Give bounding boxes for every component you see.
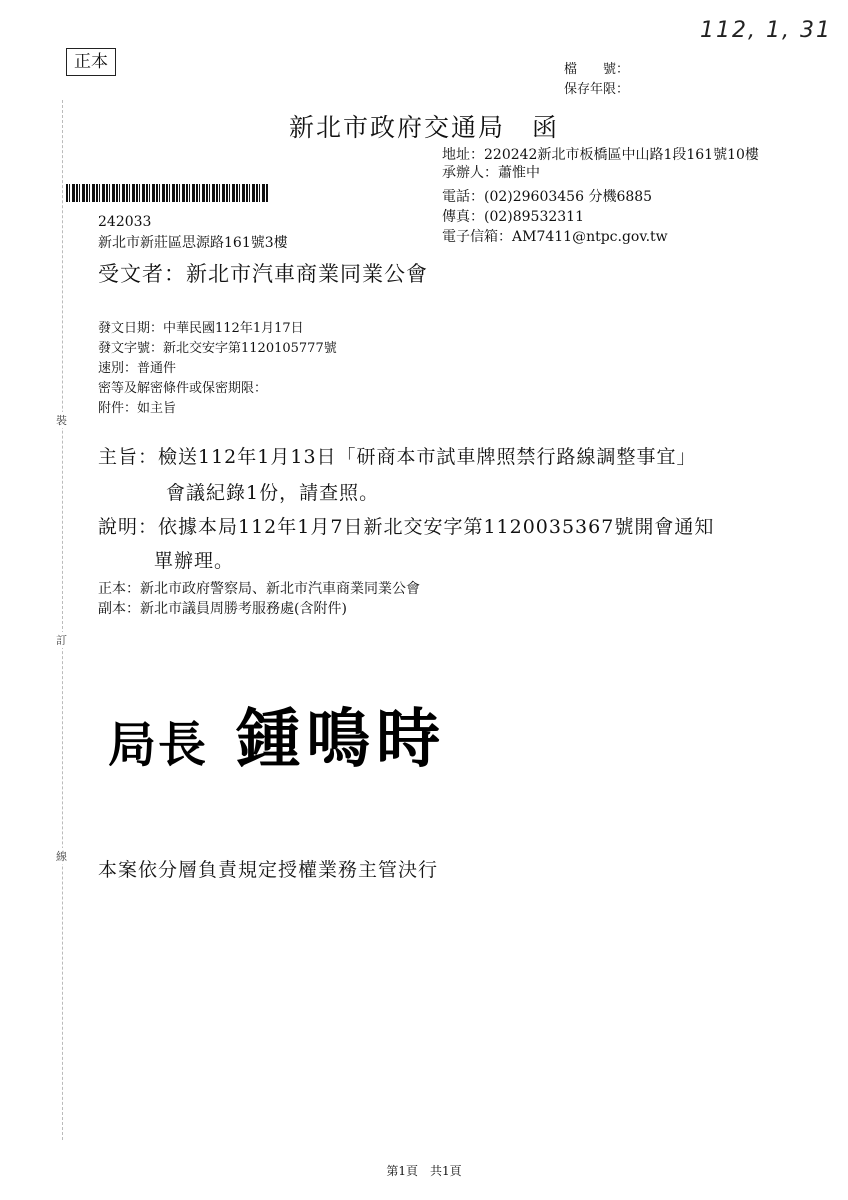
speed-class: 速別：普通件 — [98, 361, 177, 376]
contact-fax: 傳真：(02)89532311 — [442, 209, 584, 225]
contact-address: 地址：220242新北市板橋區中山路1段161號10樓 — [442, 147, 759, 163]
contact-handler: 承辦人：蕭惟中 — [442, 165, 540, 181]
signature-name: 鍾鳴時 — [236, 703, 447, 777]
binding-margin-line — [62, 100, 63, 1140]
contact-phone: 電話：(02)29603456 分機6885 — [442, 189, 653, 205]
issue-date: 發文日期：中華民國112年1月17日 — [98, 321, 304, 336]
original-recipients: 正本：新北市政府警察局、新北市汽車商業同業公會 — [98, 581, 420, 597]
signature-title: 局長 — [108, 717, 209, 773]
handwritten-date: 112, 1, 31 — [700, 18, 832, 43]
copy-recipients: 副本：新北市議員周勝考服務處(含附件) — [98, 601, 347, 617]
subject-line-2: 會議紀錄1份，請查照。 — [166, 482, 380, 504]
authorization-statement: 本案依分層負責規定授權業務主管決行 — [98, 859, 439, 881]
document-title: 新北市政府交通局 函 — [288, 113, 559, 142]
mailing-address: 新北市新莊區思源路161號3樓 — [98, 235, 288, 251]
barcode-graphic — [66, 184, 268, 202]
binding-mark-ding: 訂 — [56, 634, 67, 647]
explanation-line-1: 說明：依據本局112年1月7日新北交安字第1120035367號開會通知 — [98, 516, 715, 538]
file-number-label: 檔 號： — [564, 62, 630, 77]
retention-period-label: 保存年限： — [564, 82, 630, 97]
page-number: 第1頁 共1頁 — [386, 1164, 462, 1178]
document-number: 發文字號：新北交安字第1120105777號 — [98, 341, 337, 356]
explanation-line-2: 單辦理。 — [154, 550, 235, 572]
recipient: 受文者：新北市汽車商業同業公會 — [98, 262, 428, 286]
original-copy-stamp: 正本 — [66, 48, 116, 76]
mailing-zip: 242033 — [98, 214, 152, 230]
secrecy-level: 密等及解密條件或保密期限： — [98, 381, 268, 396]
binding-mark-xian: 線 — [56, 850, 67, 863]
attachment-note: 附件：如主旨 — [98, 401, 177, 416]
subject-line-1: 主旨：檢送112年1月13日「研商本市試車牌照禁行路線調整事宜」 — [98, 446, 697, 468]
binding-mark-zhuang: 裝 — [56, 414, 67, 427]
contact-email: 電子信箱：AM7411@ntpc.gov.tw — [442, 229, 668, 245]
director-signature-seal — [108, 688, 548, 788]
